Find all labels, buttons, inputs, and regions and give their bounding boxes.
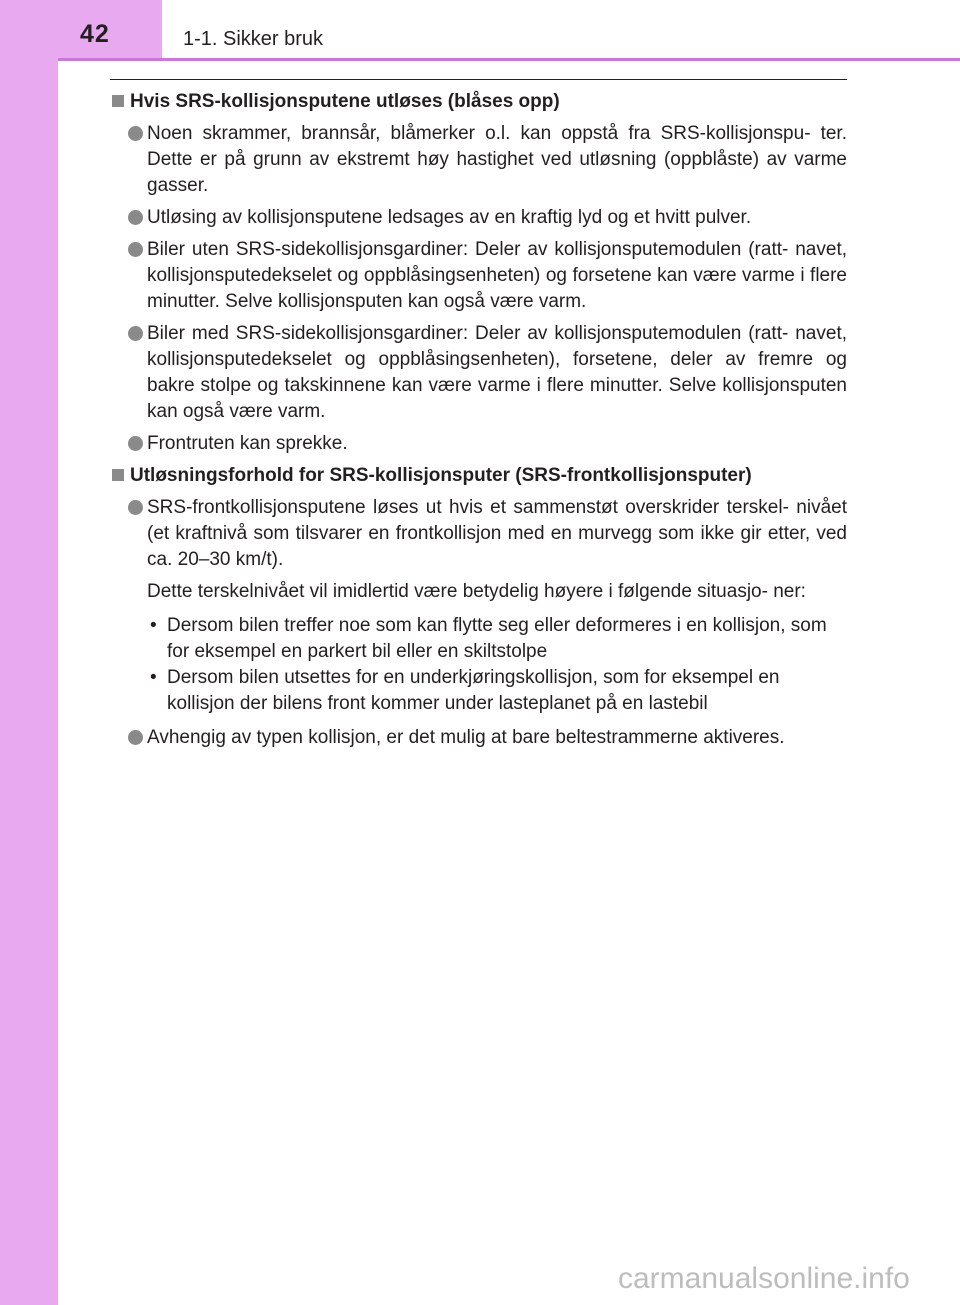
heading-text: Utløsningsforhold for SRS-kollisjonsputer (SRS-frontkollisjonsputer) [130, 465, 752, 486]
list-item [110, 237, 847, 315]
list-item [110, 495, 847, 573]
sub-list-item [110, 613, 847, 665]
circle-bullet-icon [128, 436, 143, 451]
section-title: 1-1. Sikker bruk [183, 28, 324, 50]
circle-bullet-icon [128, 500, 143, 515]
list-item [110, 321, 847, 425]
square-bullet-icon [112, 95, 124, 107]
sub-bullet-mark: • [150, 615, 157, 636]
list-item [110, 205, 847, 231]
section-heading [110, 89, 847, 115]
header-rule [58, 58, 960, 61]
circle-bullet-icon [128, 326, 143, 341]
list-item-text: Noen skrammer, brannsår, blåmerker o.l. kan oppstå fra SRS-kollisjonspu- ter. Dette er på grunn av ekstremt høy hastighet ved utløsning (oppblåste) av varme gasser. [147, 123, 847, 196]
list-item [110, 725, 847, 751]
list-item-text: Biler med SRS-sidekollisjonsgardiner: Deler av kollisjonsputemodulen (ratt- navet, kollisjonsputedekselet og oppblåsingsenheten), forsetene, deler av fremre og bakre stolpe og takskinnene kan være varme i flere minutter. Selve kollisjonsputen kan også være varm. [147, 323, 847, 422]
sub-bullet-mark: • [150, 667, 157, 688]
circle-bullet-icon [128, 242, 143, 257]
circle-bullet-icon [128, 730, 143, 745]
sub-list [110, 613, 847, 717]
list-item-text: SRS-frontkollisjonsputene løses ut hvis et sammenstøt overskrider terskel- nivået (et kraftnivå som tilsvarer en frontkollisjon med en murvegg som ikke gir etter, ved ca. 20–30 km/t). [147, 497, 847, 570]
section-heading [110, 463, 847, 489]
sub-list-item [110, 665, 847, 717]
side-tab [0, 0, 58, 1305]
page-number: 42 [80, 20, 110, 48]
list-item-text: Avhengig av typen kollisjon, er det mulig at bare beltestrammerne aktiveres. [147, 727, 785, 748]
circle-bullet-icon [128, 210, 143, 225]
heading-text: Hvis SRS-kollisjonsputene utløses (blåses opp) [130, 91, 560, 112]
page-content [110, 89, 847, 757]
divider [110, 79, 847, 80]
square-bullet-icon [112, 469, 124, 481]
list-item-text: Frontruten kan sprekke. [147, 433, 348, 454]
list-item-text: Utløsing av kollisjonsputene ledsages av en kraftig lyd og et hvitt pulver. [147, 207, 752, 228]
sub-list-item-text: Dersom bilen treffer noe som kan flytte seg eller deformeres i en kollisjon, som for eksempel en parkert bil eller en skiltstolpe [167, 615, 827, 662]
circle-bullet-icon [128, 126, 143, 141]
list-item [110, 431, 847, 457]
list-item [110, 121, 847, 199]
watermark: carmanualsonline.info [618, 1262, 910, 1295]
sub-list-item-text: Dersom bilen utsettes for en underkjøringskollisjon, som for eksempel en kollisjon der bilens front kommer under lasteplanet på en lastebil [167, 667, 780, 714]
paragraph: Dette terskelnivået vil imidlertid være betydelig høyere i følgende situasjo- ner: [147, 581, 806, 602]
list-item-text: Biler uten SRS-sidekollisjonsgardiner: Deler av kollisjonsputemodulen (ratt- navet, kollisjonsputedekselet og oppblåsingsenheten) og forsetene kan være varme i flere minutter. Selve kollisjonsputen kan også være varm. [147, 239, 847, 312]
